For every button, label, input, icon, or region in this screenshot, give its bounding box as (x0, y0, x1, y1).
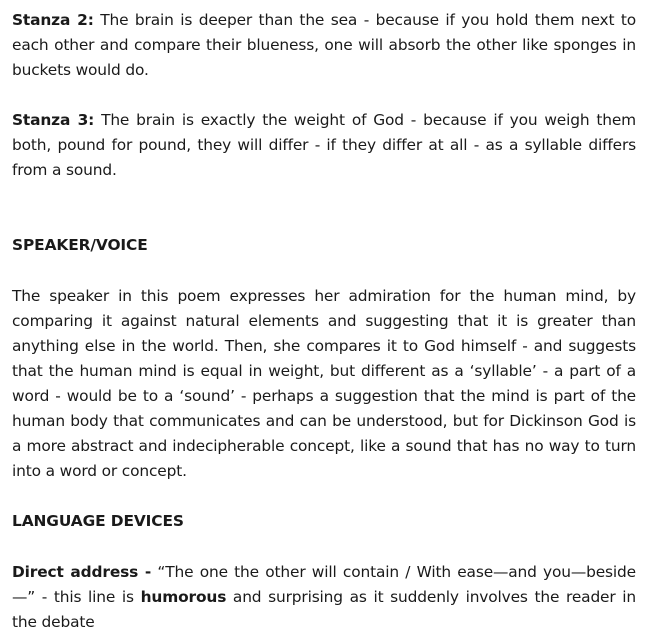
humorous-emphasis: humorous (140, 588, 227, 606)
direct-address-rest: and surprising as it suddenly involves the reader in the debate (12, 588, 636, 631)
direct-address-paragraph (12, 560, 636, 635)
speaker-voice-heading: SPEAKER/VOICE (12, 236, 148, 254)
language-devices-heading: LANGUAGE DEVICES (12, 512, 184, 530)
direct-address-label: Direct address - (12, 563, 152, 581)
stanza-2-paragraph (12, 8, 636, 83)
direct-address-quote: “The one the other will contain / With ease—and you—beside—” - this line is (12, 563, 636, 606)
stanza-3-paragraph (12, 108, 636, 183)
speaker-voice-paragraph: The speaker in this poem expresses her admiration for the human mind, by comparing it against natural elements and suggesting that it is greater than anything else in the world. Then, she compares it to God himself - and suggests that the human mind is equal in weight, but different as a ‘syllable’ - a part of a word - would be to a ‘sound’ - perhaps a suggestion that the mind is part of the human body that communicates and can be understood, but for Dickinson God is a more abstract and indecipherable concept, like a sound that has no way to turn into a word or concept. (12, 287, 636, 480)
stanza-2-label: Stanza 2: (12, 11, 94, 29)
stanza-3-label: Stanza 3: (12, 111, 95, 129)
stanza-3-text: The brain is exactly the weight of God - because if you weigh them both, pound for pound, they will differ - if they differ at all - as a syllable differs from a sound. (12, 111, 637, 179)
stanza-2-text: The brain is deeper than the sea - because if you hold them next to each other and compare their blueness, one will absorb the other like sponges in buckets would do. (12, 11, 636, 79)
